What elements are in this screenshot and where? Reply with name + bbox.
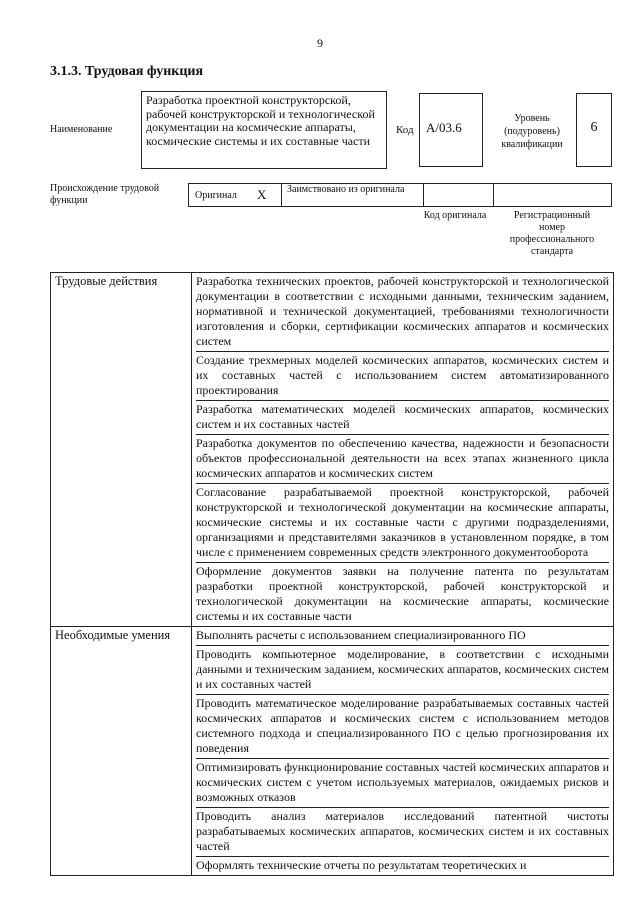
function-name: Разработка проектной конструкторской, рабочей конструкторской и технологической документации на космические аппараты, космические системы и их составные части [141,91,387,169]
level-value: 6 [576,93,612,167]
code-label: Код [396,124,414,136]
page-number: 9 [317,36,323,50]
skills-row [51,627,614,876]
skill-item: Проводить анализ материалов исследований патентной чистоты разрабатываемых космических аппаратов, космических систем и их составных частей [196,807,609,856]
name-label: Наименование [50,124,113,135]
borrowed-label: Заимствовано из оригинала [287,184,405,195]
skill-item: Проводить компьютерное моделирование, в соответствии с исходными данными и техническим заданием, космических аппаратов, космических систем и их составных частей [196,645,609,694]
labor-actions-row [51,273,614,627]
labor-action-item: Разработка технических проектов, рабочей конструкторской и технологической документации в соответствии с исходными данными, техническим заданием, нормативной и технической документацией, требованиями технологичности изготовления и сборки, сертификации космических аппаратов и космических систем [196,274,609,348]
code-value: A/03.6 [419,93,483,167]
original-mark: X [257,187,267,202]
skill-item: Оформлять технические отчеты по результатам теоретических и [196,856,609,875]
level-label: Уровень (подуровень) квалификации [501,113,563,150]
original-label: Оригинал [195,190,237,201]
labor-actions-list [192,273,614,627]
reg-number-label: Регистрационный номер профессионального стандарта [509,210,595,257]
labor-actions-label: Трудовые действия [51,273,192,627]
labor-action-item: Разработка математических моделей космических аппаратов, космических систем и их составных частей [196,400,609,434]
labor-action-item: Оформление документов заявки на получение патента по результатам разработки проектной конструкторской, рабочей конструкторской и технологической документации на космические аппараты, космические системы и их составные части [196,562,609,626]
labor-action-item: Разработка документов по обеспечению качества, надежности и безопасности объектов профессиональной деятельности на всех этапах жизненного цикла космических аппаратов и космических систем [196,434,609,483]
skill-item: Оптимизировать функционирование составных частей космических аппаратов и космических систем с учетом используемых материалов, ожидаемых рисков и возможных отказов [196,758,609,807]
function-table [50,272,614,876]
skill-item: Проводить математическое моделирование разрабатываемых составных частей космических аппаратов и космических систем с использованием методов системного подхода и специализированного ПО с целью прогнозирования их поведения [196,694,609,758]
skills-label: Необходимые умения [51,627,192,876]
origin-label: Происхождение трудовой функции [50,183,160,206]
section-title: 3.1.3. Трудовая функция [50,64,204,79]
code-original-label: Код оригинала [423,210,487,221]
labor-action-item: Создание трехмерных моделей космических аппаратов, космических систем и их составных частей с использованием систем автоматизированного проектирования [196,351,609,400]
skill-item: Выполнять расчеты с использованием специализированного ПО [196,628,526,642]
labor-action-item: Согласование разрабатываемой проектной конструкторской, рабочей конструкторской и технологической документации на космические аппараты, космические системы и их составные части с другими подразделениями, организациями и представителями заказчиков в установленном порядке, в том числе с применением современных средств электронного документооборота [196,483,609,562]
skills-list [192,627,614,876]
origin-row [188,183,612,207]
